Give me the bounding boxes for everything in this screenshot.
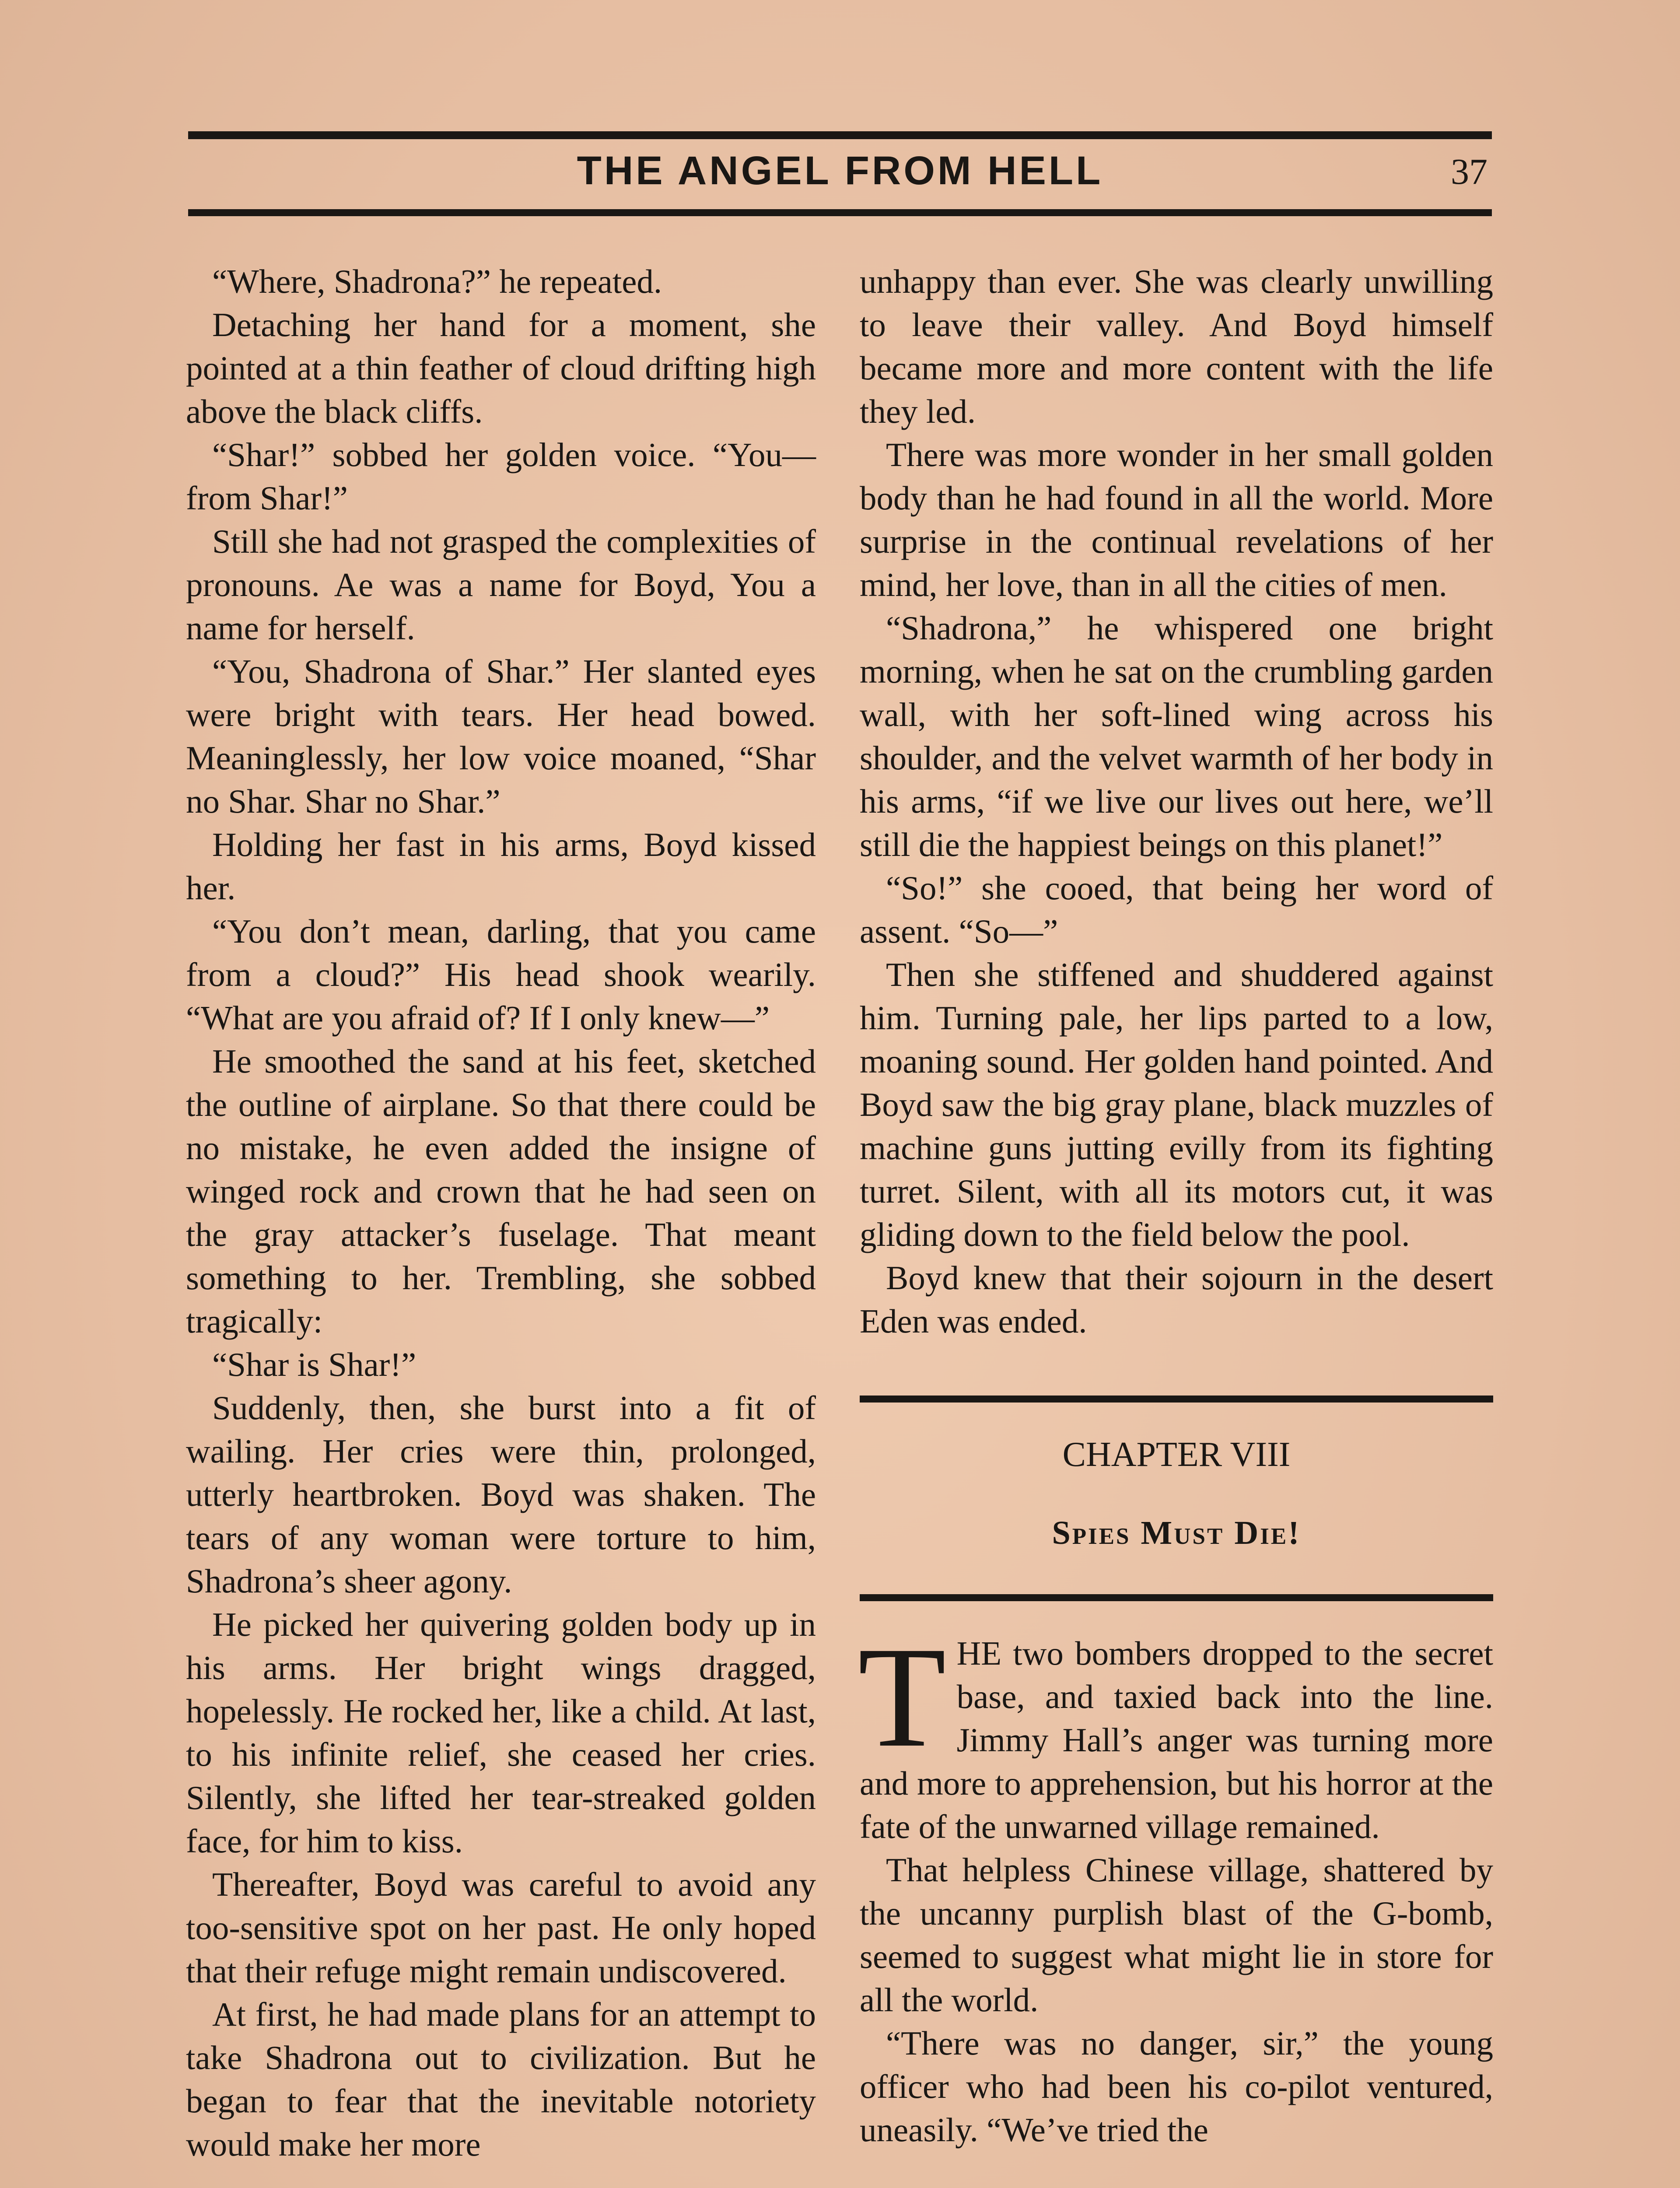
paragraph: “Shar is Shar!” xyxy=(212,1346,416,1383)
paragraph: There was more wonder in her small golden body than he had found in all the world. More surprise in the continual revelations of her mind, her love, than in all the cities of men. xyxy=(860,436,1493,603)
paragraph: Suddenly, then, she burst into a fit of wailing. Her cries were thin, prolonged, utterly heartbroken. Boyd was shaken. The tears of any woman were torture to him, Shadrona’s sheer agony. xyxy=(186,1389,816,1600)
first-paragraph-text: HE two bombers dropped to the secret base, and taxied back into the line. Jimmy Hall’s anger was turning more and more to apprehension, but his horror at the fate of the unwarned village remained. xyxy=(860,1634,1493,1845)
header-bottom-rule xyxy=(188,209,1492,216)
page-number: 37 xyxy=(1451,151,1488,192)
paragraph: “You don’t mean, darling, that you came from a cloud?” His head shook wearily. “What are you afraid of? If I only knew—” xyxy=(186,912,816,1037)
paragraph: Still she had not grasped the complexities of pronouns. Ae was a name for Boyd, You a name for herself. xyxy=(186,522,816,647)
paragraph: Thereafter, Boyd was careful to avoid any too-sensitive spot on her past. He only hoped that their refuge might remain undiscovered. xyxy=(186,1865,816,1990)
chapter-heading: CHAPTER VIII xyxy=(1062,1435,1291,1474)
paragraph: Detaching her hand for a moment, she pointed at a thin feather of cloud drifting high above the black cliffs. xyxy=(186,306,816,430)
paragraph: “Shar!” sobbed her golden voice. “You—from Shar!” xyxy=(186,436,816,517)
drop-cap: T xyxy=(858,1617,946,1777)
header-top-rule xyxy=(188,131,1492,139)
left-column xyxy=(186,260,816,2166)
paragraph: Holding her fast in his arms, Boyd kissed her. xyxy=(186,826,816,907)
paragraph: “Where, Shadrona?” he repeated. xyxy=(212,263,662,300)
paragraph: Boyd knew that their sojourn in the desert Eden was ended. xyxy=(860,1259,1493,1340)
running-header-title: THE ANGEL FROM HELL xyxy=(577,148,1103,193)
chapter-bottom-rule xyxy=(860,1594,1493,1601)
paragraph: At first, he had made plans for an attempt to take Shadrona out to civilization. But he began to fear that the inevitable notoriety would make her more xyxy=(186,1995,816,2163)
paragraph: “So!” she cooed, that being her word of assent. “So—” xyxy=(860,869,1493,950)
paragraph: unhappy than ever. She was clearly unwilling to leave their valley. And Boyd himself became more and more content with the life they led. xyxy=(860,263,1493,430)
paragraph: “Shadrona,” he whispered one bright morning, when he sat on the crumbling garden wall, with her soft-lined wing across his shoulder, and the velvet warmth of her body in his arms, “if we live our lives out here, we’ll still die the happiest beings on this planet!” xyxy=(860,609,1493,863)
paragraph: He smoothed the sand at his feet, sketched the outline of airplane. So that there could be no mistake, he even added the insigne of winged rock and crown that he had seen on the gray attacker’s fuselage. That meant something to her. Trembling, she sobbed tragically: xyxy=(186,1042,816,1340)
paragraph: He picked her quivering golden body up in his arms. Her bright wings dragged, hopelessly. He rocked her, like a child. At last, to his infinite relief, she ceased her cries. Silently, she lifted her tear-streaked golden face, for him to kiss. xyxy=(186,1606,816,1860)
chapter-top-rule xyxy=(860,1396,1493,1403)
chapter-subtitle: Spies Must Die! xyxy=(1052,1515,1301,1551)
paragraph: That helpless Chinese village, shattered by the uncanny purplish blast of the G-bomb, seemed to suggest what might lie in store for all the world. xyxy=(860,1851,1493,2019)
paragraph: “There was no danger, sir,” the young officer who had been his co-pilot ventured, uneasily. “We’ve tried the xyxy=(860,2024,1493,2149)
paragraph: “You, Shadrona of Shar.” Her slanted eyes were bright with tears. Her head bowed. Meaninglessly, her low voice moaned, “Shar no Shar. Shar no Shar.” xyxy=(186,652,816,820)
right-column xyxy=(860,260,1493,2152)
paragraph: Then she stiffened and shuddered against him. Turning pale, her lips parted to a low, moaning sound. Her golden hand pointed. And Boyd saw the big gray plane, black muzzles of machine guns jutting evilly from its fighting turret. Silent, with all its motors cut, it was gliding down to the field below the pool. xyxy=(860,956,1493,1253)
chapter-first-paragraph xyxy=(858,1617,1493,1848)
